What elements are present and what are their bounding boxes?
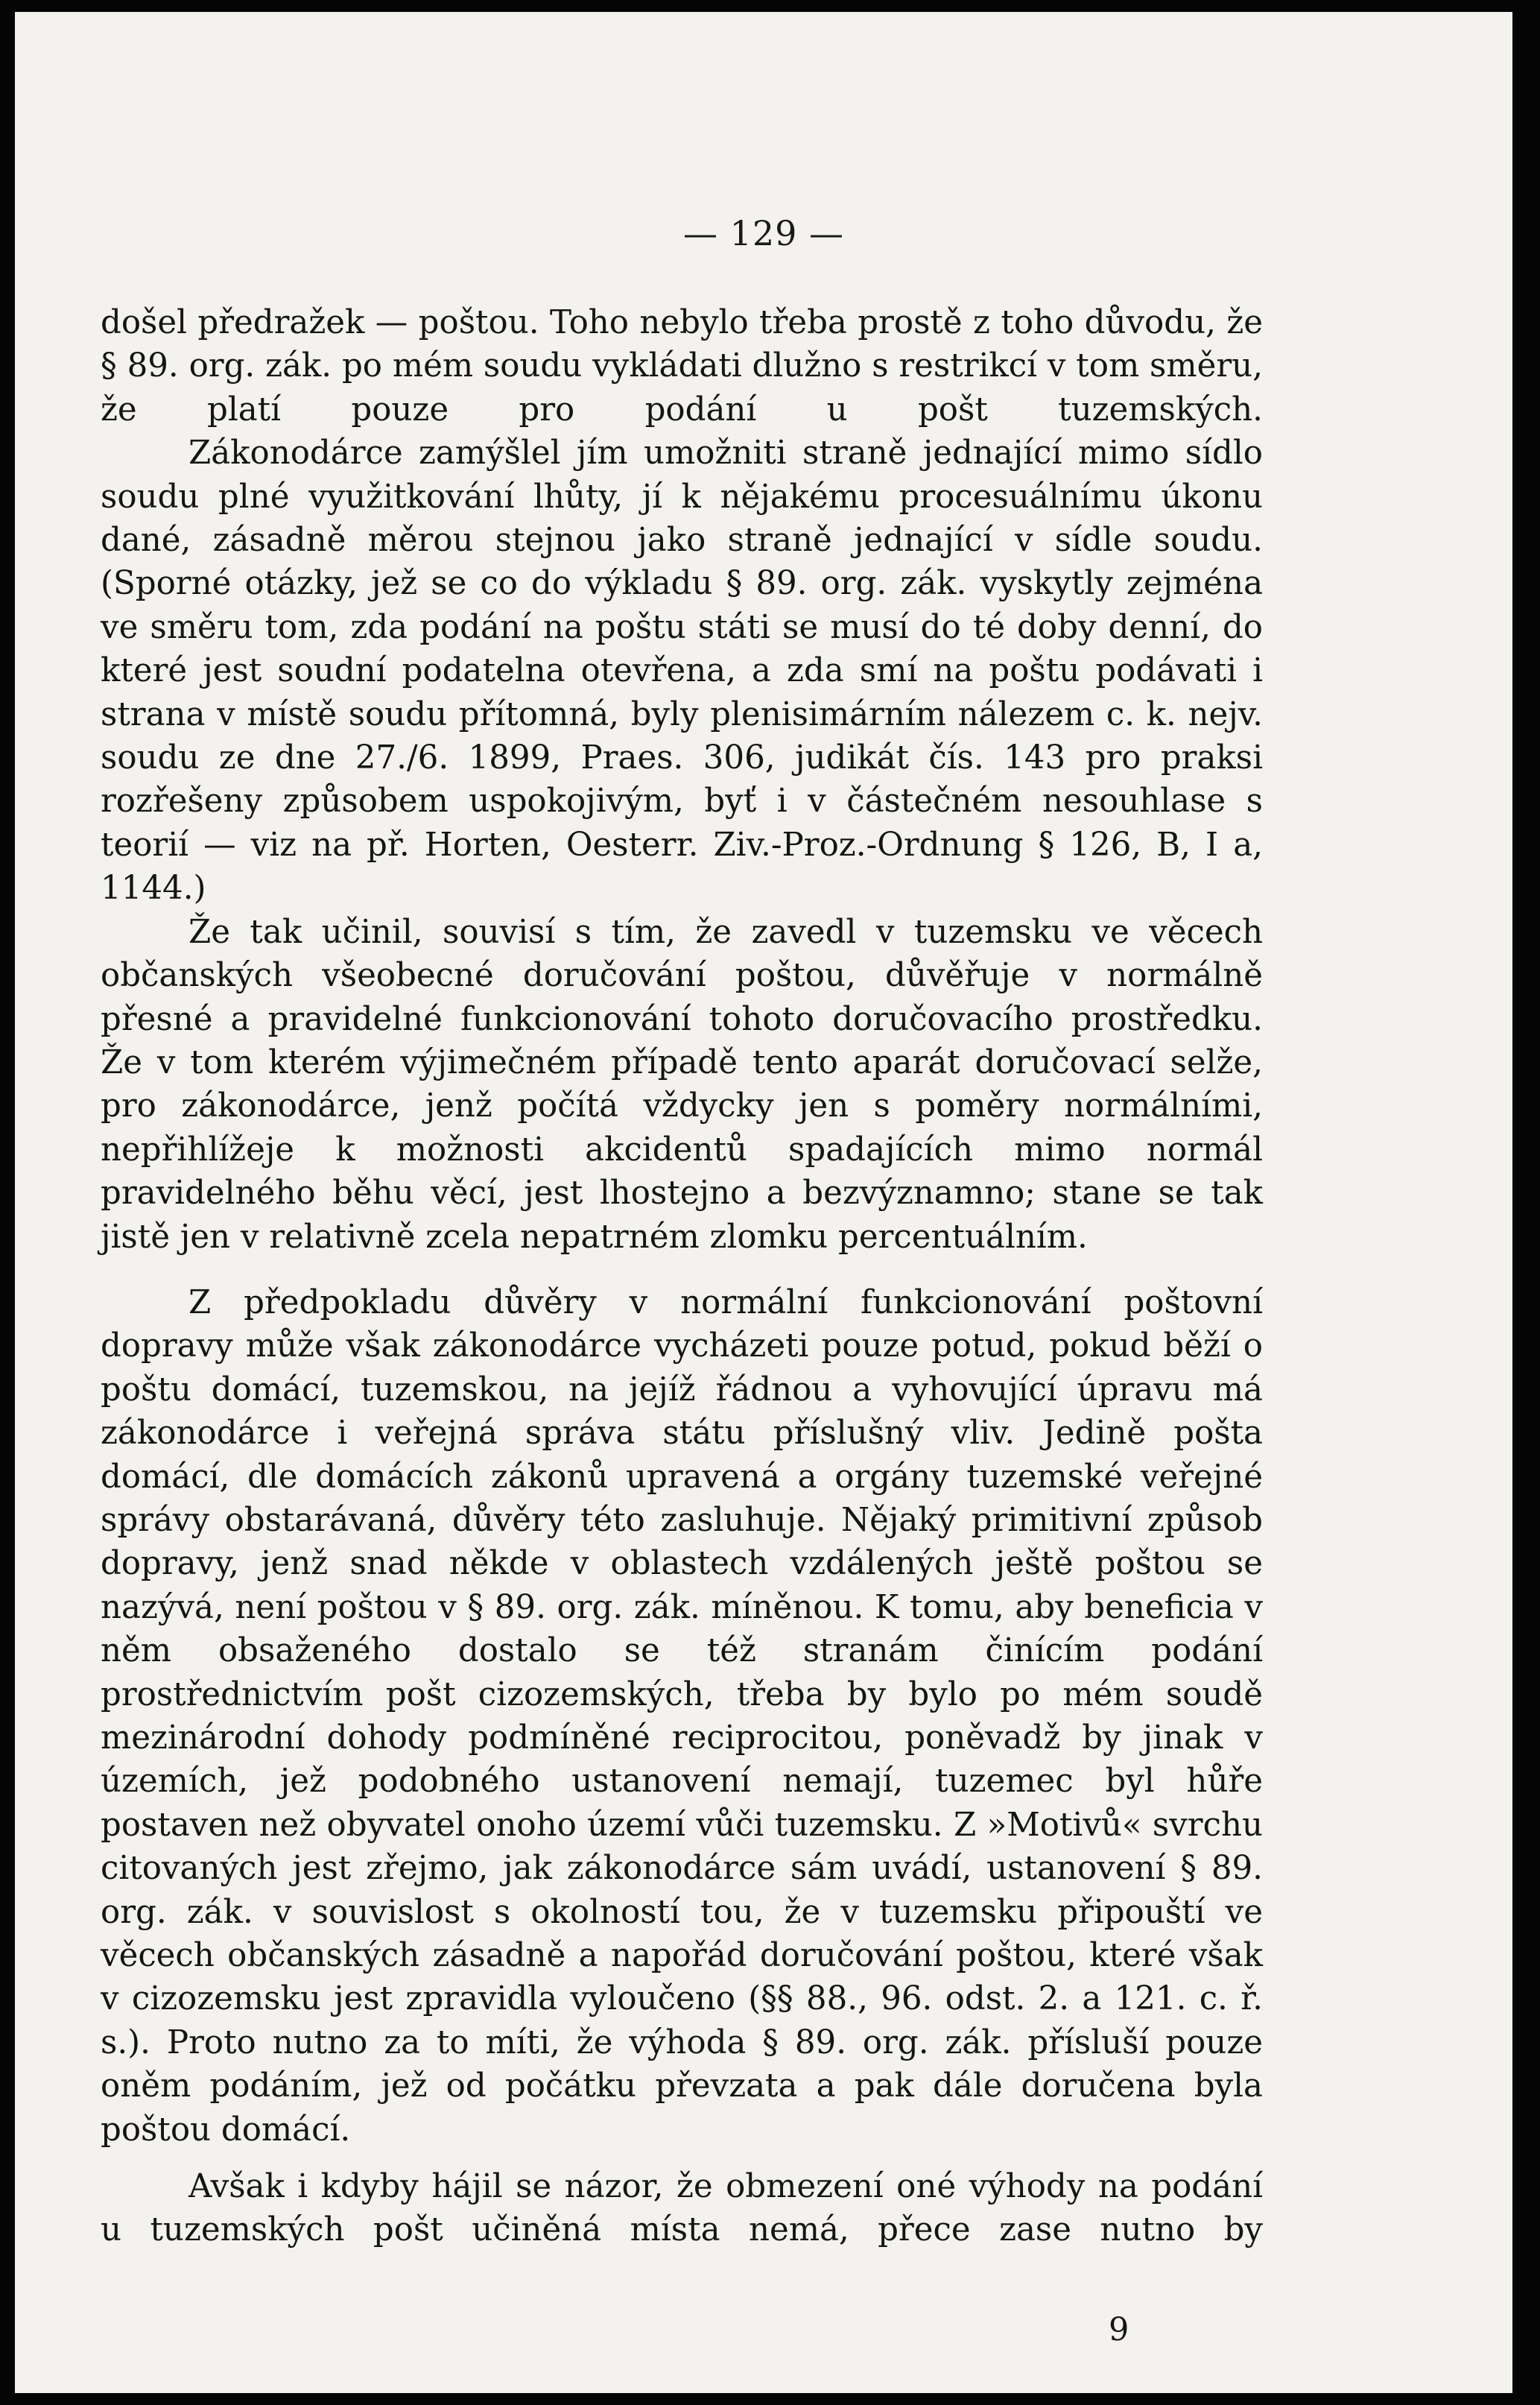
body-text bbox=[101, 301, 1263, 2252]
paragraph-4: Z předpokladu důvěry v normální funkcionování poštovní dopravy může však zákonodárce vycházeti pouze potud, pokud běží o poštu domácí, tuzemskou, na jejíž řádnou a vyhovující úpravu má zákonodárce i veřejná správa státu příslušný vliv. Jedině pošta domácí, dle domácích zákonů upravená a orgány tuzemské veřejné správy obstarávaná, důvěry této zasluhuje. Nějaký primitivní způsob dopravy, jenž snad někde v oblastech vzdálených ještě poštou se nazývá, není poštou v § 89. org. zák. míněnou. K tomu, aby beneficia v něm obsaženého dostalo se též stranám činícím podání prostřednictvím pošt cizozemských, třeba by bylo po mém soudě mezinárodní dohody podmíněné reciprocitou, poněvadž by jinak v územích, jež podobného ustanovení nemají, tuzemec byl hůře postaven než obyvatel onoho území vůči tuzemsku. Z »Motivů« svrchu citovaných jest zřejmo, jak zákonodárce sám uvádí, ustanovení § 89. org. zák. v souvislost s okolností tou, že v tuzemsku připouští ve věcech občanských zásadně a napořád doručování poštou, které však v cizozemsku jest zpravidla vyloučeno (§§ 88., 96. odst. 2. a 121. c. ř. s.). Proto nutno za to míti, že výhoda § 89. org. zák. přísluší pouze oněm podáním, jež od počátku převzata a pak dále doručena byla poštou domácí. bbox=[101, 1283, 1263, 2149]
page-number: — 129 — bbox=[682, 213, 845, 253]
paragraph-1: došel předražek — poštou. Toho nebylo třeba prostě z toho důvodu, že § 89. org. zák. po mém soudu vykládati dlužno s restrikcí v tom směru, že platí pouze pro podání u pošt tuzemských. bbox=[101, 304, 1263, 429]
paragraph-3: Že tak učinil, souvisí s tím, že zavedl v tuzemsku ve věcech občanských všeobecné doručování poštou, důvěřuje v normálně přesné a pravidelné funkcionování tohoto doručovacího prostředku. Že v tom kterém výjimečném případě tento aparát doručovací selže, pro zákonodárce, jenž počítá vždycky jen s poměry normálními, nepřihlížeje k možnosti akcidentů spadajících mimo normál pravidelného běhu věcí, jest lhostejno a bezvýznamno; stane se tak jistě jen v relativně zcela nepatrném zlomku percentuálním. bbox=[101, 913, 1263, 1256]
signature-mark: 9 bbox=[1109, 2311, 1129, 2348]
paragraph-2: Zákonodárce zamýšlel jím umožniti straně jednající mimo sídlo soudu plné využitkování lhůty, jí k nějakému procesuálnímu úkonu dané, zásadně měrou stejnou jako straně jednající v sídle soudu. (Sporné otázky, jež se co do výkladu § 89. org. zák. vyskytly zejména ve směru tom, zda podání na poštu státi se musí do té doby denní, do které jest soudní podatelna otevřena, a zda smí na poštu podávati i strana v místě soudu přítomná, byly plenisimárním nálezem c. k. nejv. soudu ze dne 27./6. 1899, Praes. 306, judikát čís. 143 pro praksi rozřešeny způsobem uspokojivým, byť i v částečném nesouhlase s teorií — viz na př. Horten, Oesterr. Ziv.-Proz.-Ordnung § 126, B, I a, 1144.) bbox=[101, 434, 1263, 908]
paragraph-5: Avšak i kdyby hájil se názor, že obmezení oné výhody na podání u tuzemských pošt učiněná místa nemá, přece zase nutno by bbox=[101, 2168, 1263, 2249]
book-page bbox=[15, 12, 1512, 2393]
